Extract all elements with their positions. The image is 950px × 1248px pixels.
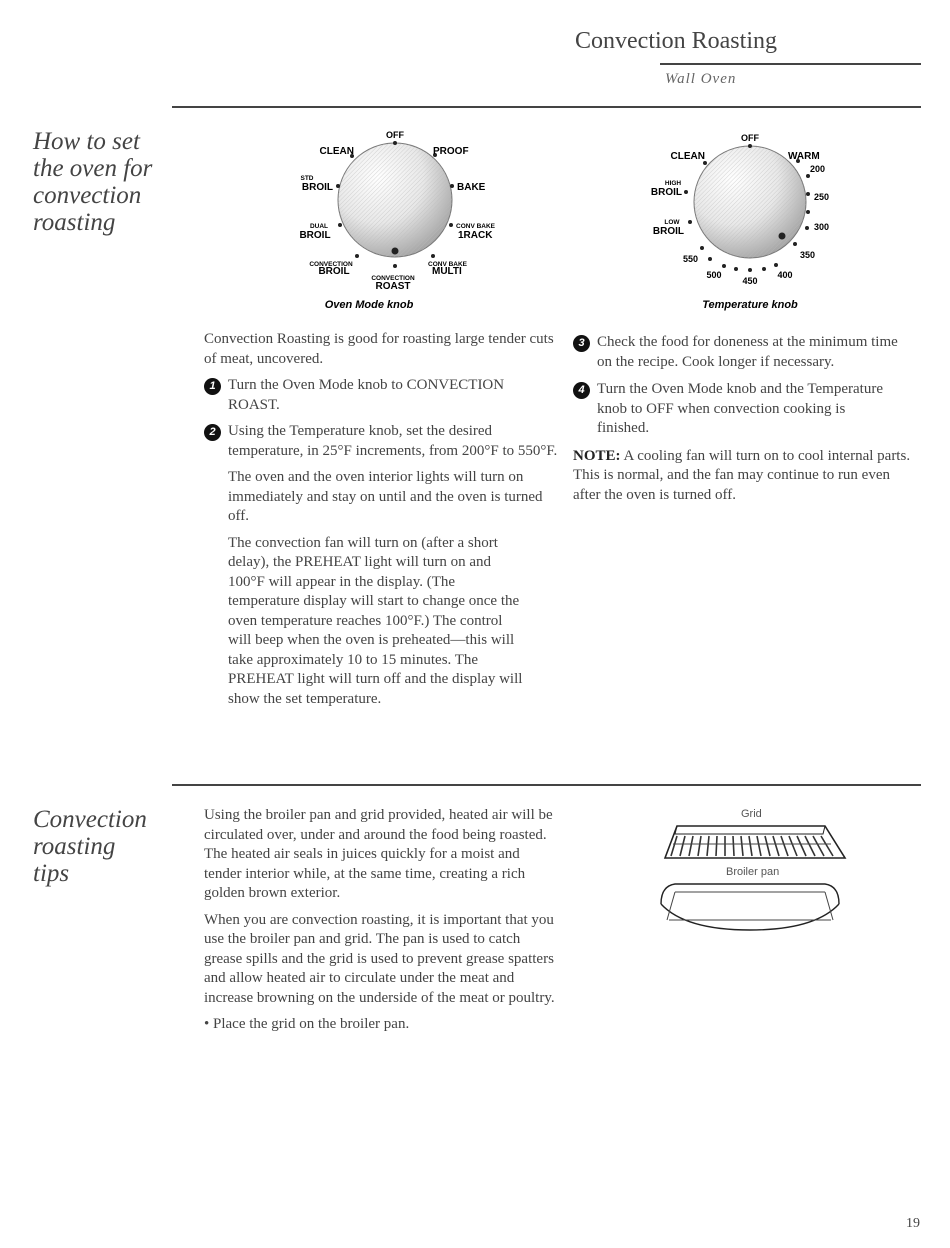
step-4 <box>573 380 913 439</box>
section-divider-top <box>172 106 921 108</box>
grid-illustration <box>665 826 845 858</box>
oven-knob-std: STD <box>300 175 314 182</box>
step-2 <box>204 422 559 461</box>
temp-knob-450: 450 <box>742 276 758 286</box>
oven-knob-conv-bake-multi-top: CONV BAKE <box>428 261 468 268</box>
section1-left-column <box>204 330 559 716</box>
temp-knob-caption: Temperature knob <box>702 299 798 311</box>
temp-knob-250: 250 <box>814 192 830 202</box>
temp-knob-350: 350 <box>800 250 816 260</box>
oven-knob-roast: ROAST <box>375 281 411 292</box>
temp-knob-high: HIGH <box>664 180 682 187</box>
oven-knob-convection-broil-top: CONVECTION <box>309 261 353 268</box>
oven-knob-caption: Oven Mode knob <box>324 299 414 311</box>
oven-knob-clean: CLEAN <box>319 146 354 157</box>
step-2-paragraph-fan: The convection fan will turn on (after a short delay), the PREHEAT light will turn on and 100°F will appear in the display. (The temperature display will start to change once the oven temperature reaches 100°F.) The control will beep when the oven is preheated—this will take approximately 10 to 15 minutes. The PREHEAT light will turn off and the display will show the set temperature. <box>228 534 523 707</box>
section-heading-convection-tips: Convection roasting tips <box>33 806 147 887</box>
tips-paragraph-2: When you are convection roasting, it is important that you use the broiler pan and grid. The pan is used to catch grease spills and the grid is used to prevent grease spatters and allow heated air to circulate under the meat and increase browning on the underside of the meat or poultry. <box>204 911 555 1006</box>
note-label: NOTE: <box>573 447 621 464</box>
page-subtitle: Wall Oven <box>665 71 737 87</box>
temp-knob-clean: CLEAN <box>670 151 705 162</box>
oven-knob-1rack: 1RACK <box>458 230 493 241</box>
note-text: A cooling fan will turn on to cool internal parts. This is normal, and the fan may continue to run even after the oven is turned off. <box>573 447 911 503</box>
page-number: 19 <box>906 1216 920 1231</box>
temp-knob-low: LOW <box>664 219 680 226</box>
step-number-2: 2 <box>204 424 221 441</box>
note-paragraph <box>573 447 913 506</box>
temp-knob-200: 200 <box>810 164 826 174</box>
grid-and-broiler-pan-illustration <box>655 820 855 940</box>
step-3-text: Check the food for doneness at the minimum time on the recipe. Cook longer if necessary. <box>597 334 898 370</box>
oven-knob-conv-broil: BROIL <box>318 266 350 277</box>
step-2-paragraph-lights: The oven and the oven interior lights will turn on immediately and stay on until and the oven is turned off. <box>228 469 543 524</box>
step-number-3: 3 <box>573 335 590 352</box>
section1-right-column <box>573 333 913 512</box>
temp-knob-high-broil: BROIL <box>650 187 682 198</box>
tips-bullet: • Place the grid on the broiler pan. <box>204 1016 410 1032</box>
temp-knob-400: 400 <box>777 270 793 280</box>
step-number-4: 4 <box>573 382 590 399</box>
page-title: Convection Roasting <box>575 28 777 54</box>
tips-paragraph-1: Using the broiler pan and grid provided, heated air will be circulated over, under and around the food being roasted. The heated air seals in juices quickly for a moist and tender interior while, at the same time, creating a rich golden brown exterior. <box>204 807 553 901</box>
step-1 <box>204 376 559 415</box>
section-heading-how-to-set: How to set the oven for convection roasting <box>33 128 153 236</box>
broiler-pan-illustration <box>661 884 839 930</box>
temp-knob-300: 300 <box>814 222 830 232</box>
step-1-text: Turn the Oven Mode knob to CONVECTION ROAST. <box>228 377 505 413</box>
temperature-knob-figure <box>640 128 850 318</box>
oven-knob-conv-bake-1rack-top: CONV BAKE <box>456 223 496 230</box>
broiler-pan-label: Broiler pan <box>726 866 780 878</box>
oven-knob-std-broil: BROIL <box>301 182 333 193</box>
oven-knob-multi: MULTI <box>432 266 462 277</box>
section2-text-column <box>204 806 559 1042</box>
temp-knob-500: 500 <box>706 270 722 280</box>
temp-knob-off: OFF <box>741 133 759 143</box>
header-rule <box>660 63 921 65</box>
oven-knob-convection-roast-top: CONVECTION <box>371 275 415 282</box>
temp-knob-550: 550 <box>682 254 698 264</box>
step-number-1: 1 <box>204 378 221 395</box>
intro-paragraph: Convection Roasting is good for roasting large tender cuts of meat, uncovered. <box>204 331 554 367</box>
step-4-text: Turn the Oven Mode knob and the Temperature knob to OFF when convection cooking is finished. <box>597 381 883 436</box>
step-2-text: Using the Temperature knob, set the desired temperature, in 25°F increments, from 200°F to 550°F. <box>228 423 558 459</box>
oven-knob-bake: BAKE <box>457 182 486 193</box>
oven-knob-dual-broil: BROIL <box>299 230 331 241</box>
temp-knob-low-broil: BROIL <box>652 226 684 237</box>
oven-knob-indicator <box>392 248 399 255</box>
temp-knob-warm: WARM <box>788 151 820 162</box>
step-3 <box>573 333 913 372</box>
oven-knob-off: OFF <box>386 130 404 140</box>
temp-knob-indicator <box>779 233 786 240</box>
oven-mode-knob-figure <box>285 128 496 318</box>
grid-label: Grid <box>741 808 762 820</box>
section-divider-middle <box>172 784 921 786</box>
oven-knob-dual: DUAL <box>309 223 329 230</box>
oven-knob-proof: PROOF <box>433 146 469 157</box>
